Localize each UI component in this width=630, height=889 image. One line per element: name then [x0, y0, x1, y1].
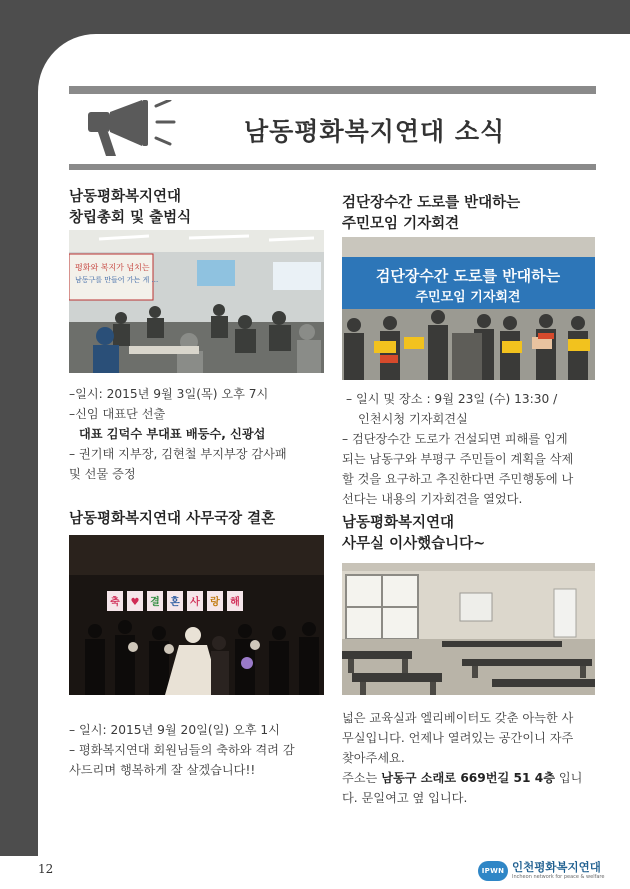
founding-gift: 및 선물 증정 — [69, 467, 136, 481]
press-desc-2: 되는 남동구와 부평구 주민들이 계획을 삭제 — [342, 452, 574, 466]
svg-text:랑: 랑 — [210, 597, 220, 608]
page-number: 12 — [38, 862, 54, 876]
founding-leaders: 대표 김덕수 부대표 배둥수, 신광섭 — [79, 427, 266, 441]
header-rule-bottom — [69, 164, 596, 170]
office-desc-1: 넓은 교육실과 엘리베이터도 갖춘 아늑한 사 — [342, 711, 574, 725]
office-desc-3: 찾아주세요. — [342, 751, 405, 765]
press-conference-photo — [342, 237, 595, 380]
article-press-body — [342, 389, 596, 509]
logo-name: 인천평화복지연대 — [512, 859, 601, 874]
svg-text:해: 해 — [230, 597, 240, 608]
article-wedding-heading: 남동평화복지연대 사무국장 결혼 — [69, 510, 276, 527]
page-title: 남동평화복지연대 소식 — [244, 117, 506, 146]
founding-award: – 권기태 지부장, 김현철 부지부장 감사패 — [69, 447, 287, 461]
office-desc-2: 무실입니다. 언제나 열려있는 공간이니 자주 — [342, 731, 574, 745]
logo-mark-icon: IPWN — [478, 861, 508, 881]
article-founding-body — [69, 384, 327, 484]
office-address: 주소는 남동구 소래로 669번길 51 4층 입니 — [342, 771, 583, 785]
press-venue: 인천시청 기자회견실 — [358, 412, 468, 426]
article-press-heading: 검단장수간 도로를 반대하는 주민모임 기자회견 — [342, 194, 521, 232]
wedding-thanks-1: – 평화복지연대 회원님들의 축하와 격려 감 — [69, 743, 295, 757]
svg-text:혼: 혼 — [170, 597, 180, 608]
press-desc-1: – 검단장수간 도로가 건설되면 피해를 입게 — [342, 432, 568, 446]
press-date-place: – 일시 및 장소 : 9월 23일 (수) 13:30 / — [346, 392, 558, 406]
article-office-body — [342, 708, 598, 808]
press-desc-3: 할 것을 요구하고 추진한다면 주민행동에 나 — [342, 472, 574, 486]
logo-tagline: Incheon network for peace & welfare — [512, 874, 605, 881]
wedding-photo — [69, 535, 324, 695]
founding-date: –일시: 2015년 9월 3일(목) 오후 7시 — [69, 387, 269, 401]
founding-ceremony-photo — [69, 230, 324, 373]
wedding-thanks-2: 사드리며 행복하게 잘 살겠습니다!! — [69, 763, 256, 777]
svg-text:결: 결 — [150, 597, 160, 608]
svg-text:사: 사 — [190, 597, 200, 608]
svg-text:축: 축 — [110, 597, 120, 608]
new-office-photo — [342, 563, 595, 695]
wedding-date: – 일시: 2015년 9월 20일(일) 오후 1시 — [69, 723, 280, 737]
svg-text:남동구를 만들어 가는 게 ...: 남동구를 만들어 가는 게 ... — [75, 276, 159, 284]
svg-text:검단장수간 도로를 반대하는: 검단장수간 도로를 반대하는 — [375, 267, 561, 285]
article-wedding-body — [69, 720, 327, 780]
founding-election: –신임 대표단 선출 — [69, 407, 166, 421]
svg-text:평화와 복지가 넘치는: 평화와 복지가 넘치는 — [75, 263, 150, 272]
header-rule-top — [69, 86, 596, 94]
organization-logo — [478, 859, 604, 883]
svg-text:주민모임 기자회견: 주민모임 기자회견 — [415, 290, 521, 305]
megaphone-icon — [86, 100, 176, 158]
svg-text:♥: ♥ — [130, 597, 140, 608]
office-address-end: 다. 문일여고 옆 입니다. — [342, 791, 468, 805]
article-office-heading: 남동평화복지연대 사무실 이사했습니다~ — [342, 514, 486, 552]
press-desc-4: 선다는 내용의 기자회견을 열었다. — [342, 492, 523, 506]
article-founding-heading: 남동평화복지연대 창립총회 및 출범식 — [69, 188, 192, 226]
